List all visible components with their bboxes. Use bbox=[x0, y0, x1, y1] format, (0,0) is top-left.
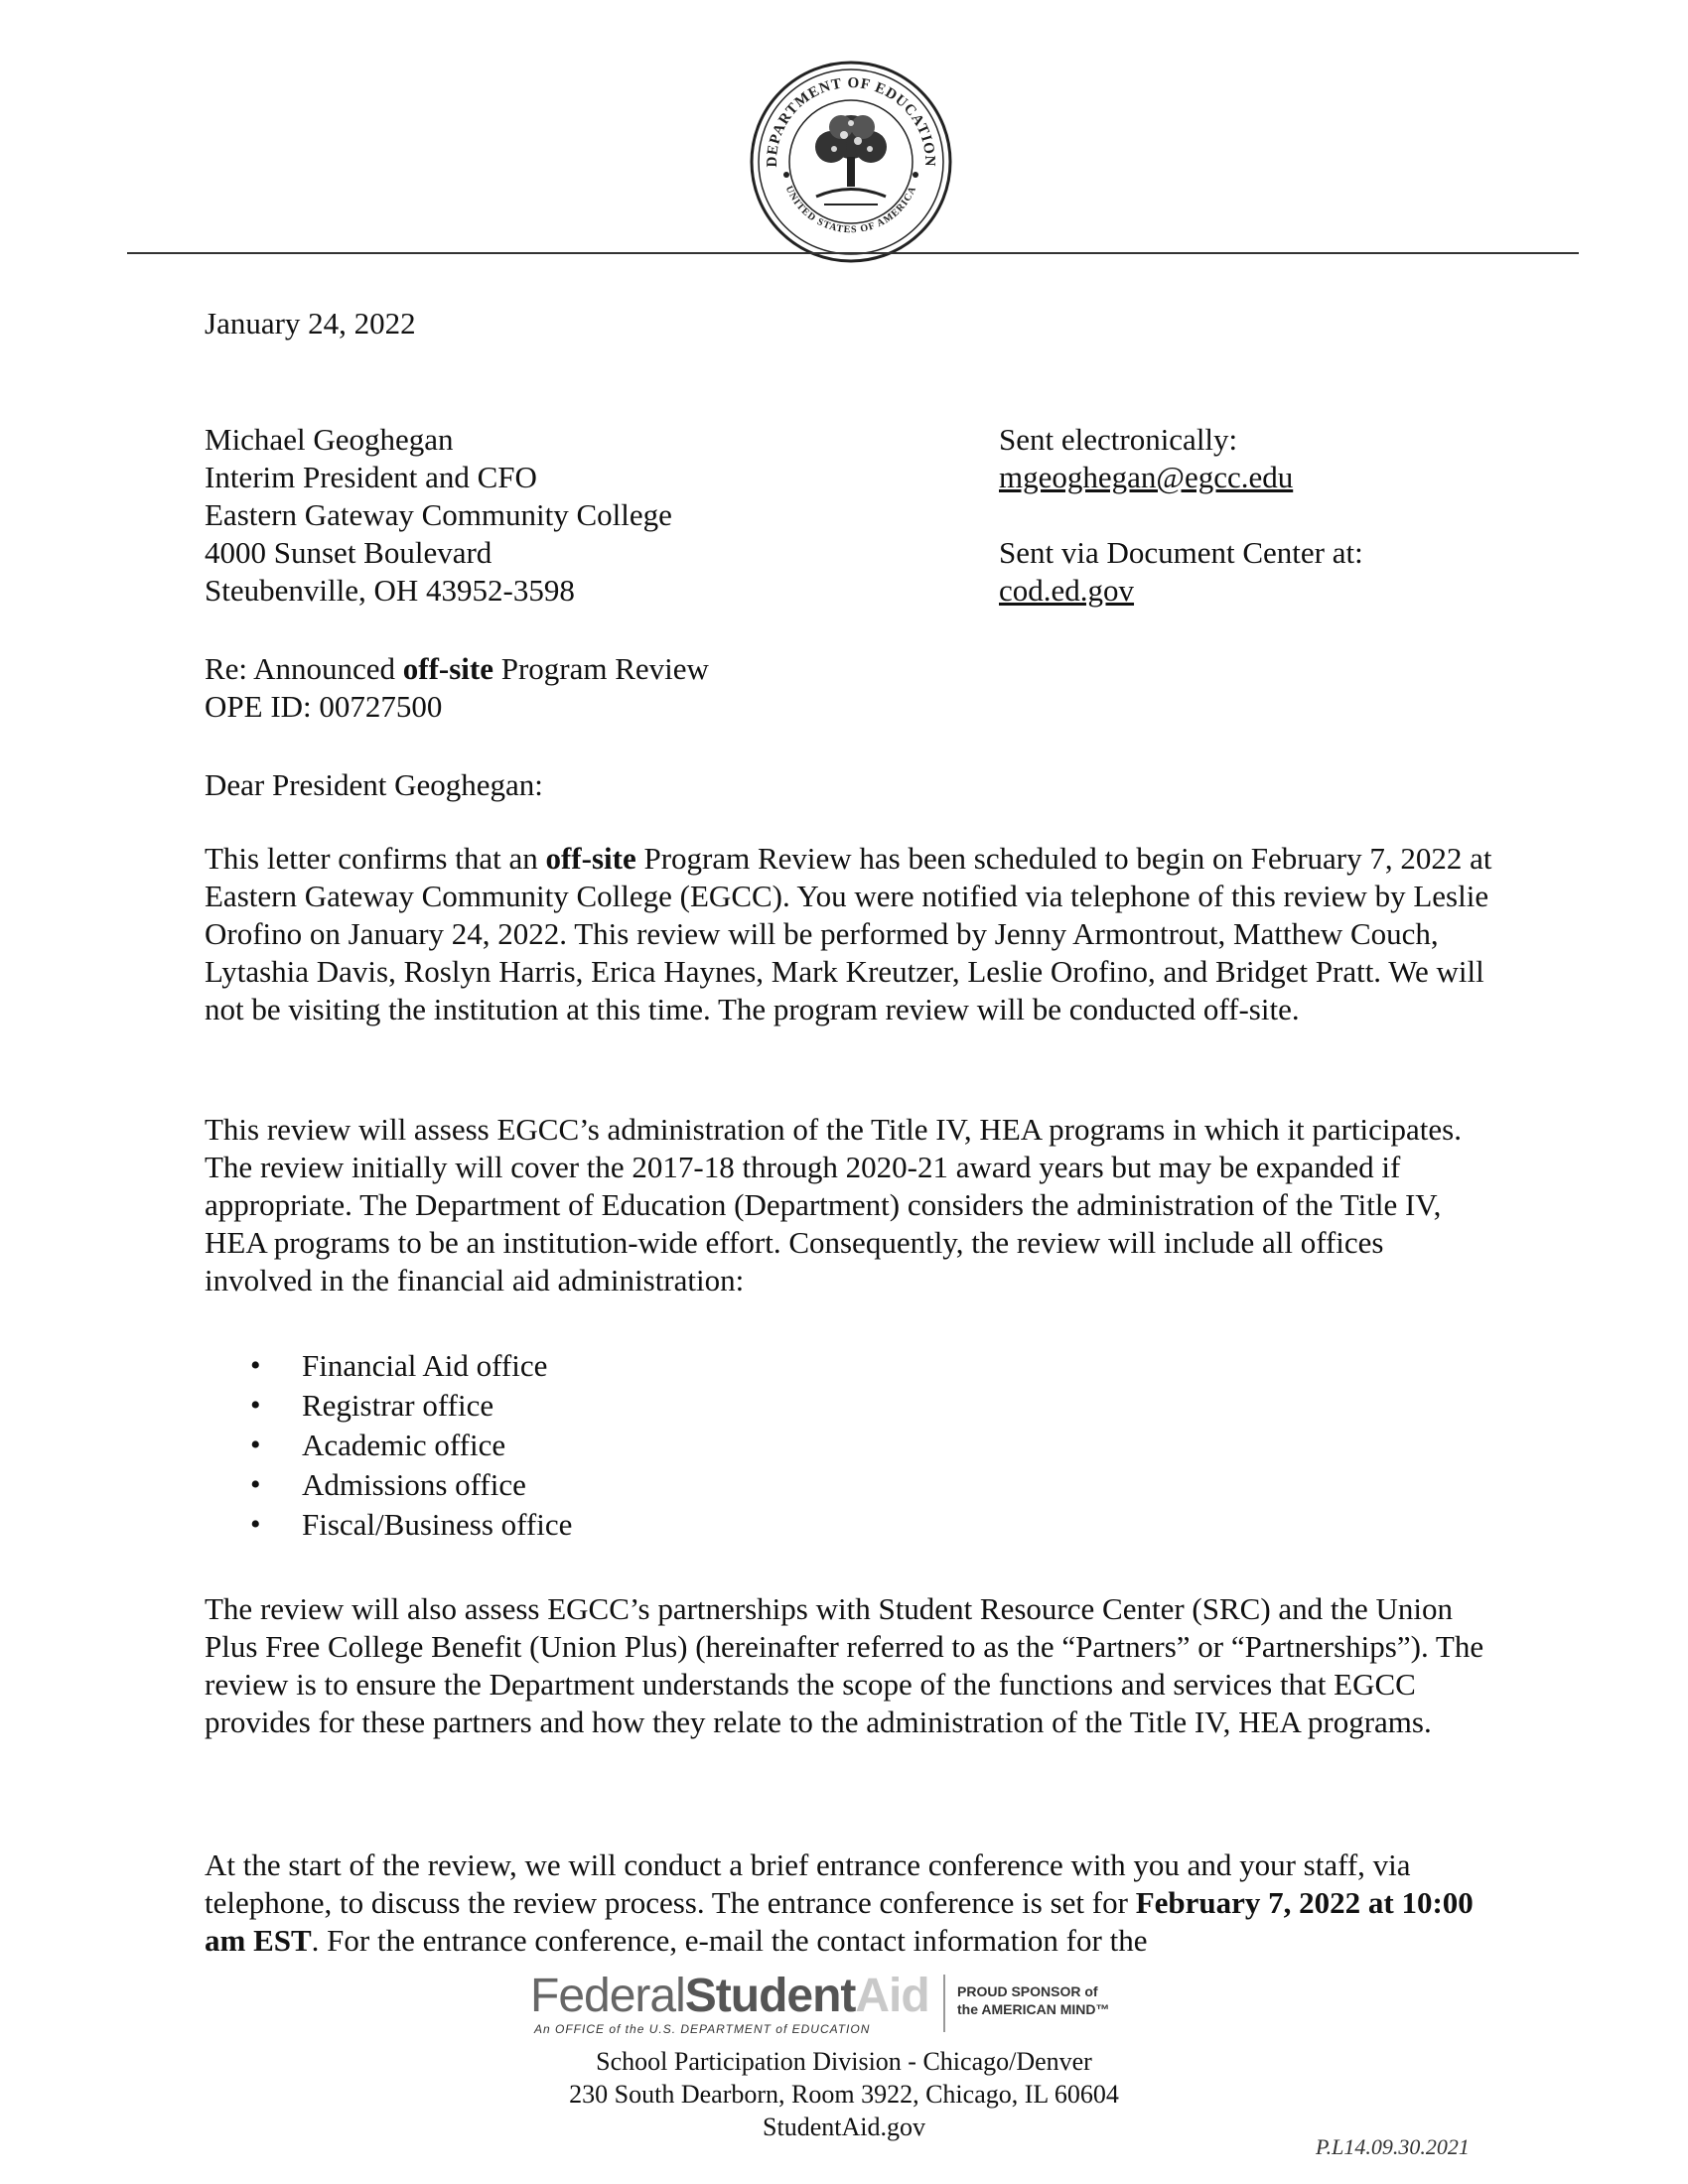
subject-bold: off-site bbox=[402, 651, 493, 686]
subject-line bbox=[205, 650, 709, 726]
document-center-label: Sent via Document Center at: bbox=[999, 535, 1363, 570]
department-of-education-seal bbox=[747, 58, 955, 266]
salutation: Dear President Geoghegan: bbox=[205, 767, 543, 802]
federal-student-aid-logo bbox=[530, 1971, 1176, 2040]
ope-id: OPE ID: 00727500 bbox=[205, 689, 443, 724]
letter-date: January 24, 2022 bbox=[205, 306, 416, 341]
list-item: • Academic office bbox=[205, 1426, 572, 1465]
sponsor-line2: the AMERICAN MIND™ bbox=[957, 2001, 1110, 2017]
list-item: • Registrar office bbox=[205, 1386, 572, 1426]
svg-text:UNITED STATES OF AMERICA: UNITED STATES OF AMERICA bbox=[782, 184, 919, 236]
cod-site-link[interactable]: cod.ed.gov bbox=[999, 573, 1135, 608]
list-item: • Fiscal/Business office bbox=[205, 1505, 572, 1545]
recipient-name: Michael Geoghegan bbox=[205, 422, 454, 457]
subject-suffix: Program Review bbox=[492, 651, 709, 686]
paragraph-entrance-conference bbox=[205, 1846, 1495, 1960]
recipient-address bbox=[205, 421, 672, 610]
logo-student: Student bbox=[684, 1970, 856, 2022]
footer-street: 230 South Dearborn, Room 3922, Chicago, IL 60604 bbox=[569, 2080, 1119, 2109]
sent-electronically-label: Sent electronically: bbox=[999, 422, 1238, 457]
header-rule bbox=[127, 252, 1579, 254]
logo-divider bbox=[943, 1975, 945, 2032]
logo-federal: Federal bbox=[530, 1970, 685, 2022]
recipient-org: Eastern Gateway Community College bbox=[205, 497, 672, 532]
fsa-subtitle: An OFFICE of the U.S. DEPARTMENT of EDUCATION bbox=[534, 2022, 871, 2036]
office-list bbox=[205, 1346, 572, 1545]
logo-aid: Aid bbox=[855, 1970, 929, 2022]
p4-text-a: At the start of the review, we will conduct a brief entrance conference with you and your staff, via telephone, to discuss the review process. The entrance conference is set for bbox=[205, 1847, 1411, 1920]
delivery-info bbox=[999, 421, 1363, 610]
paragraph-partnerships: The review will also assess EGCC’s partnerships with Student Resource Center (SRC) and the Union Plus Free College Benefit (Union Plus) (hereinafter referred to as the “Partners” or “Partnerships”). The review is to ensure the Department understands the scope of the functions and services that EGCC provides for these partners and how they relate to the administration of the Title IV, HEA programs. bbox=[205, 1591, 1484, 1739]
subject-prefix: Re: Announced bbox=[205, 651, 403, 686]
paragraph-confirmation bbox=[205, 840, 1495, 1028]
p4-bold: February 7, 2022 at 10:00 am EST bbox=[205, 1885, 1474, 1958]
p1-text-b: Program Review has been scheduled to begin on February 7, 2022 at Eastern Gateway Community College (EGCC). You were notified via telephone of this review by Leslie Orofino on January 24, 2022. This review will be performed by Jenny Armontrout, Matthew Couch, Lytashia Davis, Roslyn Harris, Erica Haynes, Mark Kreutzer, Leslie Orofino, and Bridget Pratt. We will not be visiting the institution at this time. The program review will be conducted off-site. bbox=[205, 841, 1492, 1026]
recipient-title: Interim President and CFO bbox=[205, 460, 537, 494]
recipient-street: 4000 Sunset Boulevard bbox=[205, 535, 492, 570]
list-item: • Admissions office bbox=[205, 1465, 572, 1505]
recipient-email-link[interactable]: mgeoghegan@egcc.edu bbox=[999, 460, 1294, 494]
list-item: • Financial Aid office bbox=[205, 1346, 572, 1386]
p1-text-a: This letter confirms that an bbox=[205, 841, 546, 876]
svg-text:DEPARTMENT OF EDUCATION: DEPARTMENT OF EDUCATION bbox=[764, 74, 938, 168]
sponsor-tagline bbox=[957, 1982, 1109, 2018]
recipient-city: Steubenville, OH 43952-3598 bbox=[205, 573, 575, 608]
footer-website[interactable]: StudentAid.gov bbox=[763, 2113, 925, 2141]
form-code: P.L14.09.30.2021 bbox=[1316, 2134, 1470, 2159]
footer-address bbox=[397, 2045, 1291, 2143]
footer-division: School Participation Division - Chicago/Denver bbox=[596, 2047, 1092, 2076]
sponsor-line1: PROUD SPONSOR of bbox=[957, 1983, 1098, 1999]
p4-text-b: . For the entrance conference, e-mail the contact information for the bbox=[311, 1923, 1148, 1958]
fsa-wordmark bbox=[530, 1971, 929, 2022]
paragraph-scope: This review will assess EGCC’s administration of the Title IV, HEA programs in which it participates. The review initially will cover the 2017-18 through 2020-21 award years but may be expanded if appropriate. The Department of Education (Department) considers the administration of the Title IV, HEA programs to be an institution-wide effort. Consequently, the review will include all offices involved in the financial aid administration: bbox=[205, 1112, 1462, 1297]
p1-bold: off-site bbox=[545, 841, 636, 876]
